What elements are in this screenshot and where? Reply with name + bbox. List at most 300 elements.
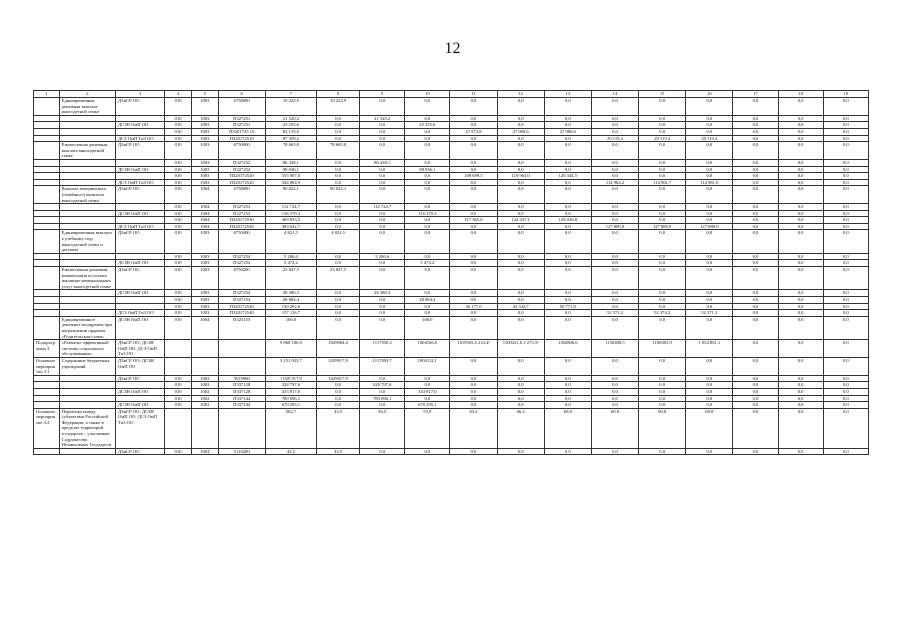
table-cell-col-10: 0,0 (405, 382, 450, 389)
table-cell-col-6: П327251 (218, 122, 265, 129)
table-cell-col-18: 0,0 (778, 357, 823, 375)
table-cell-col-2: Единовременная денежная выплата многодетной семье (59, 98, 115, 116)
table-cell-col-5: 1004 (191, 448, 218, 455)
table-cell-col-8: 0,0 (317, 382, 360, 389)
table-cell-col-10: 0,0 (405, 159, 450, 166)
table-cell-col-4: 010 (165, 217, 192, 224)
table-cell-col-15: 127 880,9 (639, 223, 686, 230)
table-cell-col-19: 0,0 (823, 115, 868, 122)
table-cell-col-9: 0,0 (360, 142, 405, 160)
table-cell-col-5: 1003 (191, 303, 218, 310)
table-cell-col-3 (116, 128, 165, 135)
table-cell-col-4: 010 (165, 179, 192, 186)
table-cell-col-13: 0,0 (544, 260, 591, 267)
table-cell-col-8: 0,0 (317, 217, 360, 224)
table-cell-col-5 (191, 408, 218, 448)
table-cell-col-14: 0,0 (591, 210, 638, 217)
table-cell-col-11: 0,0 (450, 253, 497, 260)
table-cell-col-11: 0,0 (450, 230, 497, 253)
table-cell-col-6: 6750000 (218, 186, 265, 204)
table-cell-col-16: 0,0 (686, 122, 733, 129)
table-cell-col-10: 0,0 (405, 98, 450, 116)
table-cell-col-15: 0,0 (639, 448, 686, 455)
table-cell-col-19: 0,0 (823, 204, 868, 211)
table-cell-col-15: 0,0 (639, 230, 686, 253)
table-cell-col-18: 0,0 (778, 382, 823, 389)
table-cell-col-15: 0,0 (639, 217, 686, 224)
table-cell-col-5: 1002 (191, 402, 218, 409)
table-cell-col-7: 344 884,9 (265, 179, 316, 186)
table-cell-col-9: 0,0 (360, 310, 405, 317)
table-cell-col-17: 0,0 (733, 253, 778, 260)
table-row (34, 260, 869, 267)
table-cell-col-1 (34, 204, 60, 211)
table-row (34, 253, 869, 260)
table-cell-col-17: 0,0 (733, 204, 778, 211)
table-cell-col-9: 789 096,1 (360, 395, 405, 402)
table-cell-col-11: 0,0 (450, 290, 497, 297)
table-cell-col-14: 0,0 (591, 173, 638, 180)
table-cell-col-18: 0,0 (778, 204, 823, 211)
table-cell-col-1 (34, 159, 60, 166)
table-cell-col-6: 6750000 (218, 142, 265, 160)
table-cell-col-11: 0,0 (450, 98, 497, 116)
table-cell-col-14: 0,0 (591, 253, 638, 260)
table-cell-col-19: 0,0 (823, 135, 868, 142)
table-cell-col-1 (34, 135, 60, 142)
table-row (34, 122, 869, 129)
table-cell-col-13: 0,0 (544, 98, 591, 116)
table-cell-col-17: 0,0 (733, 316, 778, 339)
table-cell-col-17: 0,0 (733, 448, 778, 455)
table-cell-col-6: П320172540 (218, 303, 265, 310)
table-cell-col-16: 0,0 (686, 166, 733, 173)
table-cell-col-11: 0,0 (450, 260, 497, 267)
table-cell-col-15: 0,0 (639, 253, 686, 260)
table-cell-col-6: П327252 (218, 159, 265, 166)
table-cell-col-1 (34, 210, 60, 217)
table-cell-col-2: Выплата материнского (семейного) капитала многодетной семье (59, 186, 115, 204)
table-cell-col-1 (34, 223, 60, 230)
table-cell-col-8: 43,5 (317, 408, 360, 448)
table-cell-col-1 (34, 267, 60, 290)
table-cell-col-18: 0,0 (778, 297, 823, 304)
table-cell-col-11: 117 365,6 (450, 217, 497, 224)
table-cell-col-5: 1004 (191, 210, 218, 217)
table-cell-col-4: 010 (165, 253, 192, 260)
table-cell-col-17: 0,0 (733, 223, 778, 230)
table-cell-col-15: 0,0 (639, 210, 686, 217)
table-cell-col-15: 0,0 (639, 297, 686, 304)
table-cell-col-17: 0,0 (733, 388, 778, 395)
table-cell-col-2 (59, 375, 115, 382)
table-cell-col-3: ДЗиСР ОО (116, 98, 165, 116)
table-cell-col-12: 0,0 (497, 402, 544, 409)
table-cell-col-9: 0,0 (360, 223, 405, 230)
table-cell-col-5: 1002 (191, 375, 218, 382)
table-cell-col-7: 25 255,6 (265, 122, 316, 129)
table-cell-col-2 (59, 166, 115, 173)
table-cell-col-13: 0,0 (544, 210, 591, 217)
table-cell-col-1 (34, 303, 60, 310)
table-cell-col-19: 0,0 (823, 297, 868, 304)
table-cell-col-7: 5 206,6 (265, 253, 316, 260)
table-cell-col-13: 0,0 (544, 122, 591, 129)
table-cell-col-17: 0,0 (733, 210, 778, 217)
table-cell-col-1 (34, 402, 60, 409)
table-cell-col-1 (34, 253, 60, 260)
table-cell-col-18: 0,0 (778, 290, 823, 297)
table-cell-col-1 (34, 375, 60, 382)
table-cell-col-5 (191, 340, 218, 358)
table-cell-col-8: 1029917,9 (317, 375, 360, 382)
table-cell-col-8: 0,0 (317, 122, 360, 129)
table-row (34, 179, 869, 186)
table-cell-col-2 (59, 122, 115, 129)
table-cell-col-17: 0,0 (733, 408, 778, 448)
table-cell-col-2 (59, 204, 115, 211)
table-row (34, 166, 869, 173)
table-cell-col-14: 0,0 (591, 159, 638, 166)
table-row (34, 230, 869, 253)
table-cell-col-2: Единовременная выплата к учебному году многодетной семье и доплаты (59, 230, 115, 253)
table-cell-col-18: 0,0 (778, 316, 823, 339)
table-cell-col-4: 010 (165, 382, 192, 389)
table-cell-col-7: 157 116,7 (265, 310, 316, 317)
table-cell-col-18: 0,0 (778, 395, 823, 402)
table-cell-col-7: 4 821,5 (265, 230, 316, 253)
table-cell-col-4: 010 (165, 186, 192, 204)
table-cell-col-5: 1004 (191, 186, 218, 204)
table-cell-col-5: 1003 (191, 173, 218, 180)
column-header: 9 (360, 91, 405, 98)
table-cell-col-11: 27 973,8 (450, 128, 497, 135)
table-cell-col-10: 0,0 (405, 448, 450, 455)
table-cell-col-11: 1019505,6 214,4² (450, 340, 497, 358)
table-cell-col-5: 1003 (191, 128, 218, 135)
table-cell-col-18: 0,0 (778, 173, 823, 180)
table-cell-col-19: 0,0 (823, 357, 868, 375)
table-cell-col-15: 0,0 (639, 402, 686, 409)
table-cell-col-12: 0,0 (497, 115, 544, 122)
table-cell-col-13: 0,0 (544, 448, 591, 455)
table-cell-col-2: Ежемесячная денежная компенсация по оплате жилищно-коммунальных услуг многодетной семье (59, 267, 115, 290)
table-cell-col-9: 0,0 (360, 135, 405, 142)
table-cell-col-16: 52 371,2 (686, 310, 733, 317)
table-cell-col-16: 0,0 (686, 297, 733, 304)
table-cell-col-14: 0,0 (591, 122, 638, 129)
table-cell-col-9: 0,0 (360, 303, 405, 310)
table-cell-col-9: 0,0 (360, 128, 405, 135)
table-cell-col-14: 0,0 (591, 290, 638, 297)
table-cell-col-4: 010 (165, 98, 192, 116)
table-cell-col-2: Перевозка между субъектами Российской Федерации, а также в пределах территорий государств – участников Содружества Независимых Государств (59, 408, 115, 448)
table-cell-col-9: 0,0 (360, 98, 405, 116)
table-cell-col-9: 0,0 (360, 217, 405, 224)
table-cell-col-1 (34, 142, 60, 160)
table-cell-col-13: 69,8 (544, 408, 591, 448)
table-cell-col-7: 355 007,0 (265, 173, 316, 180)
table-cell-col-1 (34, 290, 60, 297)
table-cell-col-7: 19 223,9 (265, 98, 316, 116)
table-cell-col-12: 0,0 (497, 297, 544, 304)
column-header: 18 (778, 91, 823, 98)
table-cell-col-18: 0,0 (778, 375, 823, 382)
table-cell-col-2 (59, 253, 115, 260)
table-cell-col-3 (116, 159, 165, 166)
table-cell-col-2 (59, 217, 115, 224)
table-body (34, 98, 869, 455)
table-cell-col-6: П327254 (218, 290, 265, 297)
table-cell-col-4 (165, 340, 192, 358)
table-cell-col-4: 010 (165, 303, 192, 310)
table-cell-col-4: 010 (165, 388, 192, 395)
table-cell-col-2 (59, 402, 115, 409)
table-cell-col-10: 0,0 (405, 223, 450, 230)
table-cell-col-14: 1150408,5 (591, 340, 638, 358)
table-row (34, 357, 869, 375)
table-cell-col-2 (59, 395, 115, 402)
table-cell-col-12: 0,0 (497, 395, 544, 402)
table-cell-col-12: 0,0 (497, 267, 544, 290)
table-cell-col-11: 0,0 (450, 395, 497, 402)
table-cell-col-3: ДСЗН ОмП ОО (116, 402, 165, 409)
table-cell-col-19: 0,0 (823, 122, 868, 129)
table-cell-col-15: 0,0 (639, 115, 686, 122)
table-cell-col-7: 9 868 186,9 (265, 340, 316, 358)
table-cell-col-2 (59, 303, 115, 310)
table-cell-col-14: 0,0 (591, 297, 638, 304)
table-cell-col-6: П320172520 (218, 179, 265, 186)
table-cell-col-5: 1003 (191, 230, 218, 253)
table-cell-col-8: 0,0 (317, 253, 360, 260)
table-cell-col-3: ДСЗ ОмП ТиЗ ОО (116, 179, 165, 186)
table-cell-col-10: 0,0 (405, 115, 450, 122)
table-cell-col-6: П320172520 (218, 173, 265, 180)
table-row (34, 395, 869, 402)
table-cell-col-7: 82 135,0 (265, 128, 316, 135)
table-cell-col-10: 0,0 (405, 395, 450, 402)
table-cell-col-6: П327254 (218, 253, 265, 260)
table-cell-col-10: 0,0 (405, 128, 450, 135)
table-cell-col-4 (165, 357, 192, 375)
table-cell-col-15: 0,0 (639, 316, 686, 339)
table-cell-col-4: 010 (165, 115, 192, 122)
table-cell-col-11: 0,0 (450, 159, 497, 166)
table-cell-col-7: 5 474,2 (265, 260, 316, 267)
table-cell-col-16: 127 880,9 (686, 223, 733, 230)
table-cell-col-19: 0,0 (823, 253, 868, 260)
table-cell-col-3: ДЗиСР ОО; ДСЗН ОмП ОО, ДСЗ ОмП ТиЗ ОО (116, 340, 165, 358)
table-cell-col-2 (59, 290, 115, 297)
table-cell-col-17: 0,0 (733, 267, 778, 290)
table-cell-col-3: ДЗиСР ОО (116, 186, 165, 204)
table-cell-col-7: 21 520,2 (265, 115, 316, 122)
table-cell-col-13: 126 344,5 (544, 173, 591, 180)
table-cell-col-4: 010 (165, 297, 192, 304)
column-header: 1 (34, 91, 60, 98)
table-cell-col-1 (34, 115, 60, 122)
column-header: 6 (218, 91, 265, 98)
table-cell-col-4: 010 (165, 267, 192, 290)
table-cell-col-6: П327253 (218, 204, 265, 211)
column-header: 12 (497, 91, 544, 98)
table-cell-col-1 (34, 382, 60, 389)
table-cell-col-6: 5110200 (218, 448, 265, 455)
table-cell-col-1: Основное мероприятие 3.1 (34, 357, 60, 375)
table-cell-col-17: 0,0 (733, 98, 778, 116)
table-cell-col-9: 56,5 (360, 408, 405, 448)
table-cell-col-11: 0,0 (450, 135, 497, 142)
table-cell-col-14: 0,0 (591, 388, 638, 395)
table-cell-col-18: 0,0 (778, 402, 823, 409)
table-cell-col-5: 1003 (191, 179, 218, 186)
table-cell-col-13: 0,0 (544, 135, 591, 142)
table-cell-col-6: 6750400 (218, 230, 265, 253)
table-cell-col-7: 1 029 917,9 (265, 375, 316, 382)
table-cell-col-2: Единовременное денежное поощрение при награждении орденом «Родительская слава» (59, 316, 115, 339)
table-cell-col-6: П325155 (218, 316, 265, 339)
table-cell-col-13: 0,0 (544, 310, 591, 317)
table-cell-col-10: 0,0 (405, 230, 450, 253)
table-cell-col-16: 0,0 (686, 142, 733, 160)
table-cell-col-8: 0,0 (317, 303, 360, 310)
table-cell-col-4: 010 (165, 310, 192, 317)
table-cell-col-4: 010 (165, 402, 192, 409)
page-number: 12 (444, 40, 461, 57)
table-cell-col-16: 1 054 861,1 (686, 340, 733, 358)
table-cell-col-12: 0,0 (497, 357, 544, 375)
table-cell-col-13: 0,0 (544, 159, 591, 166)
table-cell-col-13: 0,0 (544, 166, 591, 173)
table-cell-col-15: 0,0 (639, 204, 686, 211)
table-row (34, 382, 869, 389)
table-cell-col-15: 69,8 (639, 408, 686, 448)
table-cell-col-9: 0,0 (360, 230, 405, 253)
table-cell-col-14: 114 962,2 (591, 179, 638, 186)
table-cell-col-11: 0,0 (450, 166, 497, 173)
table-row (34, 303, 869, 310)
table-row (34, 98, 869, 116)
table-cell-col-17: 0,0 (733, 128, 778, 135)
table-cell-col-4 (165, 408, 192, 448)
table-cell-col-19: 0,0 (823, 310, 868, 317)
table-cell-col-15: 0,0 (639, 290, 686, 297)
table-cell-col-9: 1117950,2 (360, 340, 405, 358)
table-cell-col-17: 0,0 (733, 357, 778, 375)
column-header: 13 (544, 91, 591, 98)
table-cell-col-10: 0,0 (405, 253, 450, 260)
table-cell-col-13: 0,0 (544, 297, 591, 304)
table-cell-col-15: 114 961,7 (639, 179, 686, 186)
table-cell-col-8: 0,0 (317, 290, 360, 297)
table-cell-col-12: 27 080,6 (497, 128, 544, 135)
table-cell-col-18: 0,0 (778, 408, 823, 448)
table-cell-col-3: ДЗиСР ОО (116, 375, 165, 382)
table-row (34, 128, 869, 135)
table-cell-col-12: 124 437,1 (497, 217, 544, 224)
table-cell-col-10: 333 817,0 (405, 388, 450, 395)
table-cell-col-13: 1302806,6 (544, 340, 591, 358)
table-cell-col-18: 0,0 (778, 179, 823, 186)
table-cell-col-12: 0,0 (497, 260, 544, 267)
table-cell-col-14: 0,0 (591, 303, 638, 310)
table-cell-col-9: 0,0 (360, 402, 405, 409)
table-cell-col-10: 0,0 (405, 186, 450, 204)
table-cell-col-18: 0,0 (778, 223, 823, 230)
table-cell-col-1 (34, 122, 60, 129)
table-cell-col-13: 128 030,8 (544, 217, 591, 224)
table-cell-col-6: 5019900 (218, 375, 265, 382)
column-header: 17 (733, 91, 778, 98)
table-cell-col-17: 0,0 (733, 310, 778, 317)
table-cell-col-16: 0,0 (686, 173, 733, 180)
table-cell-col-2 (59, 115, 115, 122)
table-cell-col-9: 0,0 (360, 297, 405, 304)
table-cell-col-5: 1003 (191, 142, 218, 160)
table-cell-col-15: 0,0 (639, 267, 686, 290)
table-cell-col-17: 0,0 (733, 122, 778, 129)
table-cell-col-4: 010 (165, 316, 192, 339)
table-row (34, 310, 869, 317)
table-cell-col-10: 0,0 (405, 217, 450, 224)
table-cell-col-10: 98 036,1 (405, 166, 450, 173)
table-cell-col-18: 0,0 (778, 217, 823, 224)
budget-table (33, 90, 869, 455)
table-row (34, 223, 869, 230)
table-cell-col-6: 6750000 (218, 98, 265, 116)
table-cell-col-19: 0,0 (823, 395, 868, 402)
table-cell-col-11: 0,0 (450, 402, 497, 409)
table-cell-col-11: 0,0 (450, 186, 497, 204)
table-cell-col-7: 86 438,1 (265, 159, 316, 166)
table-cell-col-1 (34, 179, 60, 186)
table-cell-col-19: 0,0 (823, 210, 868, 217)
table-cell-col-6: 6750200 (218, 267, 265, 290)
table-cell-col-19: 0,0 (823, 260, 868, 267)
table-cell-col-13: 0,0 (544, 290, 591, 297)
table-cell-col-16: 0,0 (686, 357, 733, 375)
table-cell-col-1: Подпрограмма 3 (34, 340, 60, 358)
table-cell-col-15: 0,0 (639, 142, 686, 160)
table-cell-col-1 (34, 297, 60, 304)
table-cell-col-1 (34, 173, 60, 180)
table-cell-col-15: 29 119,4 (639, 135, 686, 142)
table-cell-col-5: 1003 (191, 290, 218, 297)
table-row (34, 375, 869, 382)
table-cell-col-7: 116 370,3 (265, 210, 316, 217)
table-cell-col-5: 1004 (191, 223, 218, 230)
column-header: 2 (59, 91, 115, 98)
table-cell-col-9: 0,0 (360, 179, 405, 186)
table-cell-col-18: 0,0 (778, 210, 823, 217)
table-cell-col-15: 0,0 (639, 128, 686, 135)
table-cell-col-19: 0,0 (823, 98, 868, 116)
table-cell-col-9: 1117893,7 (360, 357, 405, 375)
table-cell-col-2: Ежемесячная денежная выплата многодетной семье (59, 142, 115, 160)
table-cell-col-16: 69,8 (686, 408, 733, 448)
table-cell-col-11: 63,2 (450, 408, 497, 448)
table-cell-col-13: 0,0 (544, 382, 591, 389)
table-cell-col-19: 0,0 (823, 267, 868, 290)
table-cell-col-1 (34, 260, 60, 267)
table-cell-col-3: ДСЗН ОмП ОО (116, 210, 165, 217)
table-cell-col-3 (116, 253, 165, 260)
table-cell-col-4: 010 (165, 375, 192, 382)
table-cell-col-1 (34, 316, 60, 339)
table-cell-col-10: 0,0 (405, 142, 450, 160)
table-cell-col-18: 0,0 (778, 388, 823, 395)
